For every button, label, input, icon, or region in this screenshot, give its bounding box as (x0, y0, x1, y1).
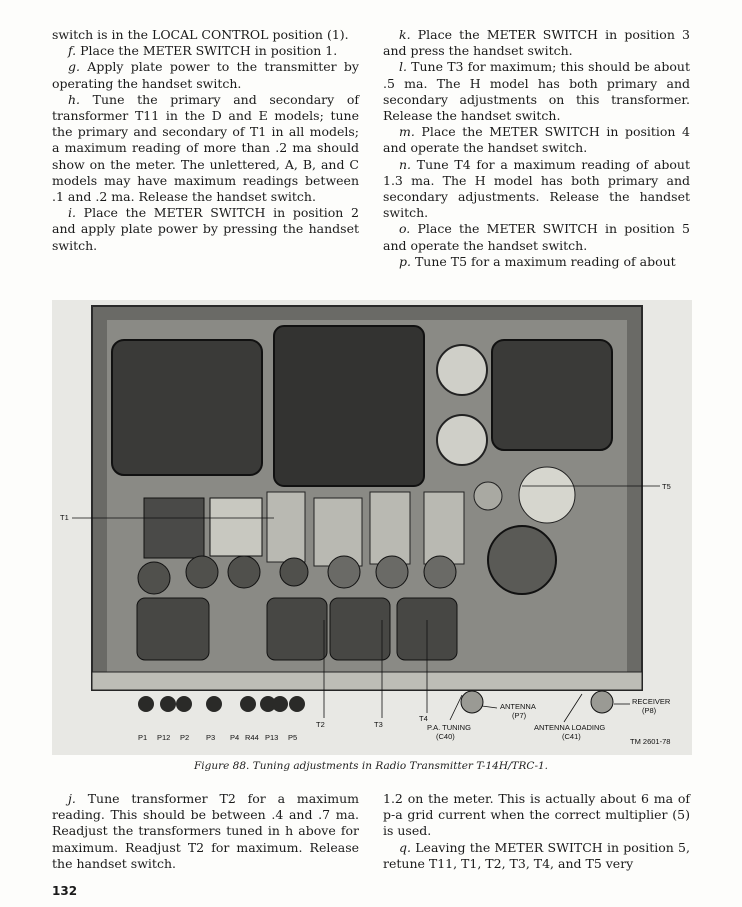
label-p5: P5 (288, 733, 298, 742)
tube-row-1 (138, 562, 170, 594)
page-number: 132 (52, 884, 78, 898)
text-column-top-left (52, 27, 359, 254)
label-t2: T2 (316, 720, 325, 729)
label-antenna-sub: (P7) (512, 711, 527, 720)
paragraph (383, 124, 690, 156)
paragraph (52, 27, 359, 43)
transformer-low-3 (330, 598, 390, 660)
label-t4: T4 (419, 714, 428, 723)
label-receiver: RECEIVER (632, 697, 671, 706)
label-receiver-sub: (P8) (642, 706, 657, 715)
paragraph-letter: f. (68, 43, 77, 59)
transformer-center (274, 326, 424, 486)
pa-coil (488, 526, 556, 594)
can-t1 (267, 492, 305, 562)
paragraph-letter: n. (399, 156, 412, 172)
block-left (144, 498, 204, 558)
paragraph-text: Tune the primary and secondary of transformer T11 in the D and E models; tune the primary and secondary of T1 in all models; a maximum reading of more than .2 ma should show on the meter. The unlettered, A, B, and C models may have maximum readings between .1 and .2 ma. Release the handset switch. (52, 91, 359, 205)
paragraph (383, 791, 690, 840)
paragraph (383, 840, 690, 872)
paragraph-text: Place the METER SWITCH in position 1. (80, 43, 338, 59)
paragraph-letter: k. (399, 27, 411, 42)
label-antenna: ANTENNA (500, 702, 536, 711)
paragraph-text: Place the METER SWITCH in position 5 and operate the handset switch. (383, 221, 690, 253)
paragraph (52, 59, 359, 91)
paragraph-text: Tune T5 for a maximum reading of about (414, 253, 676, 269)
transformer-right (492, 340, 612, 450)
tube-small (474, 482, 502, 510)
paragraph-text: Place the METER SWITCH in position 4 and operate the handset switch. (383, 124, 690, 156)
label-t1: T1 (60, 513, 69, 522)
paragraph (52, 791, 359, 872)
tube-row-3 (228, 556, 260, 588)
label-p2: P2 (180, 733, 190, 742)
paragraph-text: 1.2 on the meter. This is actually about 6 ma of p-a grid current when the correct multiplier (5) is used. (383, 791, 690, 839)
block-left-2 (210, 498, 262, 556)
label-tm: TM 2601-78 (630, 737, 671, 746)
text-column-bottom-right (383, 791, 690, 872)
paragraph-text: switch is in the LOCAL CONTROL position (1). (52, 27, 349, 42)
paragraph-letter: p. (399, 253, 411, 269)
can-t3 (370, 492, 410, 564)
paragraph-text: Place the METER SWITCH in position 2 and apply plate power by pressing the handset switch. (52, 205, 359, 253)
paragraph-letter: m. (399, 124, 415, 140)
label-pa-tuning-sub: (C40) (436, 732, 455, 741)
paragraph (383, 254, 690, 270)
transformer-left (112, 340, 262, 475)
tube-row-5 (328, 556, 360, 588)
tube-top-2 (437, 415, 487, 465)
paragraph-letter: g. (68, 59, 80, 75)
label-p4: P4 (230, 733, 240, 742)
front-panel (92, 672, 642, 690)
label-p12: P12 (157, 733, 171, 742)
label-p3: P3 (206, 733, 216, 742)
tube-top-1 (437, 345, 487, 395)
running-head-fragment (290, 0, 450, 2)
figure-caption: Figure 88. Tuning adjustments in Radio Transmitter T-14H/TRC-1. (193, 760, 549, 772)
paragraph-text: Place the METER SWITCH in position 3 and press the handset switch. (383, 27, 690, 59)
paragraph-letter: l. (399, 59, 407, 75)
label-p1: P1 (138, 733, 148, 742)
paragraph (383, 221, 690, 253)
tube-t5 (519, 467, 575, 523)
paragraph-letter: j. (68, 791, 76, 806)
text-column-top-right (383, 27, 690, 270)
paragraph (383, 59, 690, 124)
paragraph-text: Apply plate power to the transmitter by operating the handset switch. (52, 59, 359, 91)
paragraph-letter: q. (399, 839, 411, 855)
label-p13: P13 (265, 733, 279, 742)
text-column-bottom-left (52, 791, 359, 872)
paragraph-text: Leaving the METER SWITCH in position 5, retune T11, T1, T2, T3, T4, and T5 very (383, 839, 690, 871)
receiver-connector (591, 691, 613, 713)
label-r44: R44 (245, 733, 259, 742)
tube-row-2 (186, 556, 218, 588)
paragraph (52, 205, 359, 254)
paragraph-letter: o. (399, 221, 411, 237)
transmitter-photo-figure (52, 300, 692, 755)
label-pa-tuning: P.A. TUNING (427, 723, 471, 732)
transformer-low-1 (137, 598, 209, 660)
label-t3: T3 (374, 720, 383, 729)
paragraph (383, 27, 690, 59)
tube-row-7 (424, 556, 456, 588)
paragraph-text: Tune transformer T2 for a maximum reading. This should be between .4 and .7 ma. Readjust the transformers tuned in h above for maximum. Readjust T2 for maximum. Release the handset switch. (52, 791, 359, 871)
paragraph (52, 92, 359, 205)
antenna-connector (461, 691, 483, 713)
paragraph-text: Tune T4 for a maximum reading of about 1.3 ma. The H model has both primary and secondary adjustments. Release the handset switch. (383, 156, 690, 221)
tube-row-4 (280, 558, 308, 586)
label-antenna-loading: ANTENNA LOADING (534, 723, 606, 732)
label-antenna-loading-sub: (C41) (562, 732, 581, 741)
paragraph-letter: h. (68, 91, 81, 107)
transformer-low-2 (267, 598, 327, 660)
can-t2 (314, 498, 362, 566)
paragraph-text: Tune T3 for maximum; this should be about .5 ma. The H model has both primary and secondary adjustments on this transformer. Release the handset switch. (383, 59, 690, 124)
label-t5: T5 (662, 482, 671, 491)
paragraph-letter: i. (68, 205, 76, 221)
paragraph (52, 43, 359, 59)
can-t4 (424, 492, 464, 564)
tube-row-6 (376, 556, 408, 588)
paragraph (383, 157, 690, 222)
